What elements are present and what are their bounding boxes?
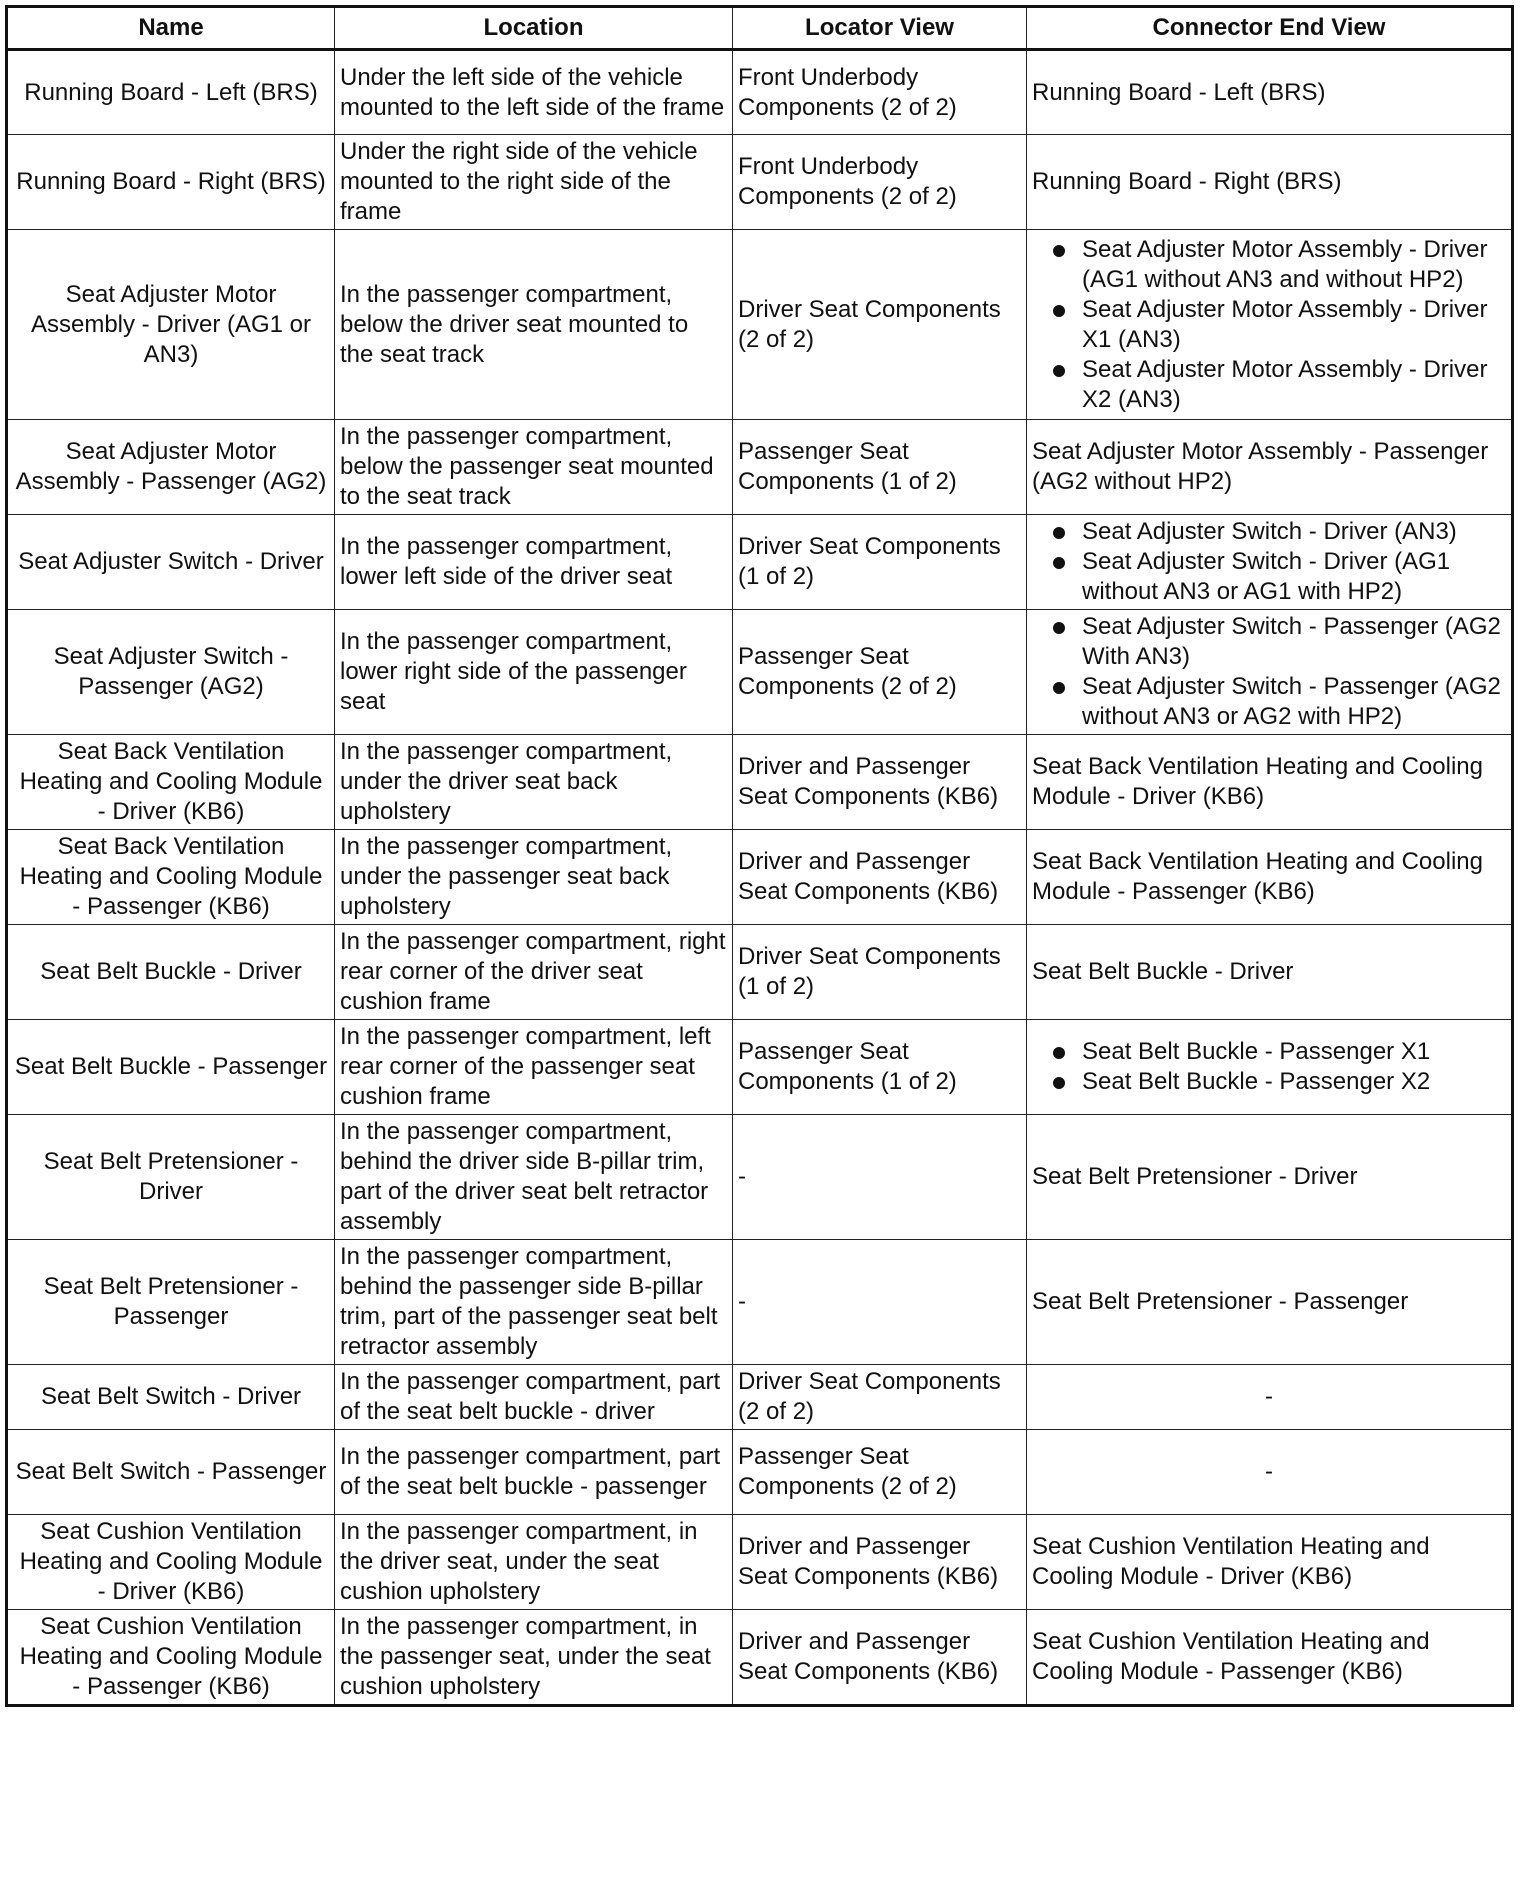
cell-locator-view: Front Underbody Components (2 of 2) (733, 135, 1027, 230)
connector-list-item: Seat Belt Buckle - Passenger X2 (1032, 1067, 1506, 1097)
cell-location: In the passenger compartment, under the driver seat back upholstery (335, 735, 733, 830)
cell-locator-view: Driver and Passenger Seat Components (KB6) (733, 1515, 1027, 1610)
cell-name: Seat Belt Buckle - Driver (7, 925, 335, 1020)
table-row (7, 830, 1513, 925)
cell-name: Seat Belt Pretensioner - Passenger (7, 1240, 335, 1365)
header-connector-end-view: Connector End View (1027, 7, 1513, 50)
table-row (7, 1115, 1513, 1240)
connector-list-item: Seat Adjuster Switch - Driver (AN3) (1032, 517, 1506, 547)
connector-list-item: Seat Adjuster Switch - Passenger (AG2 without AN3 or AG2 with HP2) (1032, 672, 1506, 732)
table-row (7, 50, 1513, 135)
cell-name: Seat Cushion Ventilation Heating and Cooling Module - Driver (KB6) (7, 1515, 335, 1610)
cell-name: Seat Belt Switch - Driver (7, 1365, 335, 1430)
cell-name: Seat Adjuster Switch - Passenger (AG2) (7, 610, 335, 735)
table-body (7, 50, 1513, 1706)
cell-locator-view: Driver and Passenger Seat Components (KB6) (733, 735, 1027, 830)
component-location-table (5, 5, 1514, 1707)
cell-location: In the passenger compartment, part of the seat belt buckle - driver (335, 1365, 733, 1430)
cell-location: In the passenger compartment, below the passenger seat mounted to the seat track (335, 420, 733, 515)
cell-location: In the passenger compartment, part of the seat belt buckle - passenger (335, 1430, 733, 1515)
cell-locator-view: Driver and Passenger Seat Components (KB6) (733, 830, 1027, 925)
cell-locator-view: Passenger Seat Components (2 of 2) (733, 1430, 1027, 1515)
connector-text: Seat Adjuster Motor Assembly - Passenger (AG2 without HP2) (1032, 438, 1489, 495)
cell-location: In the passenger compartment, lower right side of the passenger seat (335, 610, 733, 735)
cell-locator-view: - (733, 1240, 1027, 1365)
connector-list-item: Seat Adjuster Motor Assembly - Driver X2 (AN3) (1032, 355, 1506, 415)
table-row (7, 735, 1513, 830)
connector-text: Running Board - Right (BRS) (1032, 168, 1342, 195)
table-row (7, 230, 1513, 420)
connector-list-item: Seat Adjuster Switch - Passenger (AG2 With AN3) (1032, 612, 1506, 672)
cell-name: Seat Cushion Ventilation Heating and Cooling Module - Passenger (KB6) (7, 1610, 335, 1706)
cell-connector-end-view (1027, 1020, 1513, 1115)
cell-location: In the passenger compartment, in the driver seat, under the seat cushion upholstery (335, 1515, 733, 1610)
cell-locator-view: Passenger Seat Components (1 of 2) (733, 1020, 1027, 1115)
cell-locator-view: Passenger Seat Components (1 of 2) (733, 420, 1027, 515)
cell-name: Running Board - Left (BRS) (7, 50, 335, 135)
cell-locator-view: - (733, 1115, 1027, 1240)
cell-locator-view: Driver and Passenger Seat Components (KB6) (733, 1610, 1027, 1706)
connector-text: Seat Belt Buckle - Driver (1032, 958, 1294, 985)
cell-name: Running Board - Right (BRS) (7, 135, 335, 230)
cell-location: In the passenger compartment, left rear corner of the passenger seat cushion frame (335, 1020, 733, 1115)
table-row (7, 420, 1513, 515)
connector-text: Seat Cushion Ventilation Heating and Cooling Module - Driver (KB6) (1032, 1533, 1430, 1590)
cell-connector-end-view (1027, 50, 1513, 135)
document-page (5, 5, 1511, 1707)
connector-text: Seat Cushion Ventilation Heating and Cooling Module - Passenger (KB6) (1032, 1628, 1430, 1685)
header-name: Name (7, 7, 335, 50)
cell-name: Seat Belt Switch - Passenger (7, 1430, 335, 1515)
connector-list-item: Seat Adjuster Motor Assembly - Driver (AG1 without AN3 and without HP2) (1032, 235, 1506, 295)
cell-location: In the passenger compartment, under the passenger seat back upholstery (335, 830, 733, 925)
cell-name: Seat Belt Pretensioner - Driver (7, 1115, 335, 1240)
cell-connector-end-view (1027, 610, 1513, 735)
cell-connector-end-view (1027, 1365, 1513, 1430)
cell-connector-end-view (1027, 1515, 1513, 1610)
connector-text: - (1265, 1458, 1273, 1485)
cell-connector-end-view (1027, 1115, 1513, 1240)
connector-list (1032, 612, 1506, 732)
cell-location: In the passenger compartment, behind the passenger side B-pillar trim, part of the passenger seat belt retractor assembly (335, 1240, 733, 1365)
table-row (7, 1610, 1513, 1706)
cell-name: Seat Belt Buckle - Passenger (7, 1020, 335, 1115)
connector-text: Seat Back Ventilation Heating and Cooling Module - Driver (KB6) (1032, 753, 1483, 810)
cell-location: In the passenger compartment, right rear corner of the driver seat cushion frame (335, 925, 733, 1020)
connector-text: Seat Back Ventilation Heating and Cooling Module - Passenger (KB6) (1032, 848, 1483, 905)
cell-connector-end-view (1027, 830, 1513, 925)
table-row (7, 1240, 1513, 1365)
connector-list (1032, 1037, 1506, 1097)
header-locator-view: Locator View (733, 7, 1027, 50)
cell-locator-view: Driver Seat Components (1 of 2) (733, 515, 1027, 610)
connector-list-item: Seat Adjuster Switch - Driver (AG1 without AN3 or AG1 with HP2) (1032, 547, 1506, 607)
cell-name: Seat Adjuster Motor Assembly - Driver (AG1 or AN3) (7, 230, 335, 420)
cell-location: In the passenger compartment, behind the driver side B-pillar trim, part of the driver seat belt retractor assembly (335, 1115, 733, 1240)
header-row (7, 7, 1513, 50)
cell-connector-end-view (1027, 925, 1513, 1020)
cell-name: Seat Back Ventilation Heating and Cooling Module - Passenger (KB6) (7, 830, 335, 925)
cell-connector-end-view (1027, 135, 1513, 230)
cell-connector-end-view (1027, 420, 1513, 515)
table-row (7, 1515, 1513, 1610)
cell-connector-end-view (1027, 230, 1513, 420)
cell-connector-end-view (1027, 1610, 1513, 1706)
table-row (7, 1020, 1513, 1115)
table-header (7, 7, 1513, 50)
table-row (7, 1365, 1513, 1430)
cell-location: In the passenger compartment, lower left side of the driver seat (335, 515, 733, 610)
table-row (7, 135, 1513, 230)
table-row (7, 515, 1513, 610)
cell-connector-end-view (1027, 515, 1513, 610)
cell-connector-end-view (1027, 1430, 1513, 1515)
connector-text: Seat Belt Pretensioner - Driver (1032, 1163, 1358, 1190)
cell-connector-end-view (1027, 735, 1513, 830)
cell-location: Under the right side of the vehicle mounted to the right side of the frame (335, 135, 733, 230)
cell-location: Under the left side of the vehicle mounted to the left side of the frame (335, 50, 733, 135)
connector-list-item: Seat Adjuster Motor Assembly - Driver X1 (AN3) (1032, 295, 1506, 355)
cell-locator-view: Driver Seat Components (2 of 2) (733, 230, 1027, 420)
cell-locator-view: Passenger Seat Components (2 of 2) (733, 610, 1027, 735)
table-row (7, 610, 1513, 735)
cell-locator-view: Driver Seat Components (2 of 2) (733, 1365, 1027, 1430)
cell-connector-end-view (1027, 1240, 1513, 1365)
table-row (7, 925, 1513, 1020)
table-row (7, 1430, 1513, 1515)
connector-list-item: Seat Belt Buckle - Passenger X1 (1032, 1037, 1506, 1067)
header-location: Location (335, 7, 733, 50)
connector-text: Seat Belt Pretensioner - Passenger (1032, 1288, 1409, 1315)
cell-name: Seat Adjuster Motor Assembly - Passenger (AG2) (7, 420, 335, 515)
cell-locator-view: Driver Seat Components (1 of 2) (733, 925, 1027, 1020)
connector-list (1032, 517, 1506, 607)
connector-text: - (1265, 1383, 1273, 1410)
cell-location: In the passenger compartment, in the passenger seat, under the seat cushion upholstery (335, 1610, 733, 1706)
connector-list (1032, 235, 1506, 415)
cell-name: Seat Adjuster Switch - Driver (7, 515, 335, 610)
cell-name: Seat Back Ventilation Heating and Cooling Module - Driver (KB6) (7, 735, 335, 830)
cell-location: In the passenger compartment, below the driver seat mounted to the seat track (335, 230, 733, 420)
cell-locator-view: Front Underbody Components (2 of 2) (733, 50, 1027, 135)
connector-text: Running Board - Left (BRS) (1032, 78, 1326, 106)
